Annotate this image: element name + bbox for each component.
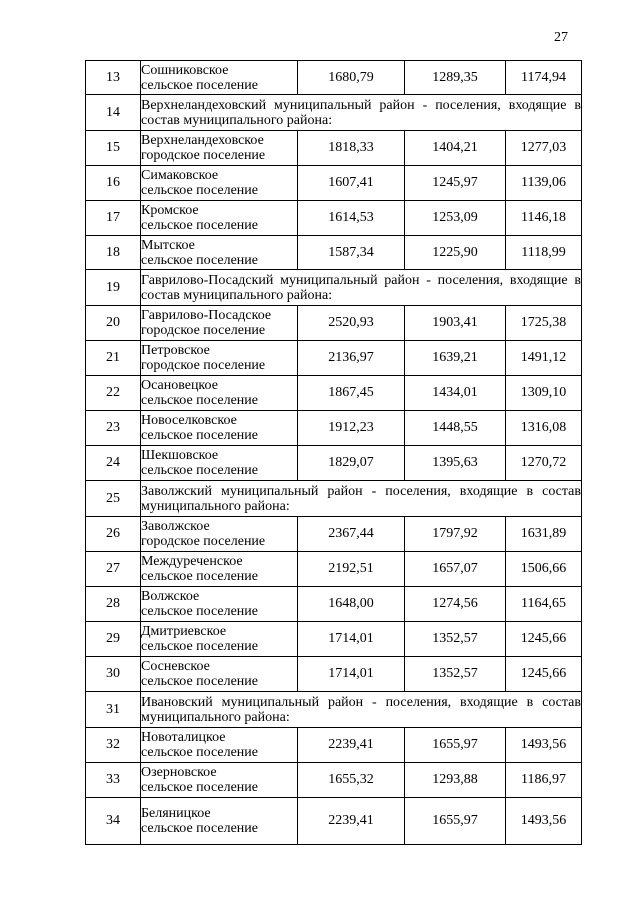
value-cell-1: 1648,00 <box>298 587 405 622</box>
value-cell-2: 1797,92 <box>405 517 506 552</box>
settlement-type: сельское поселение <box>141 428 258 443</box>
value-cell-3: 1270,72 <box>506 446 582 481</box>
table-row <box>86 376 582 411</box>
table-body <box>86 61 582 845</box>
value-cell-3: 1493,56 <box>506 728 582 763</box>
settlement-name-cell <box>141 306 298 341</box>
value-cell-2: 1903,41 <box>405 306 506 341</box>
settlement-name-cell <box>141 201 298 236</box>
group-heading-text: Гаврилово-Посадский муниципальный район - поселения, входящие в состав муниципального района: <box>141 272 581 303</box>
table-row <box>86 552 582 587</box>
value-cell-3: 1506,66 <box>506 552 582 587</box>
table-row <box>86 236 582 270</box>
settlement-name-cell <box>141 166 298 201</box>
settlement-name-cell <box>141 411 298 446</box>
settlement-type: городское поселение <box>141 534 266 549</box>
value-cell-1: 1714,01 <box>298 657 405 692</box>
value-cell-1: 2239,41 <box>298 728 405 763</box>
settlement-name: Беляницкое <box>141 806 211 821</box>
group-heading-cell <box>141 95 582 131</box>
value-cell-3: 1245,66 <box>506 622 582 657</box>
settlement-type: сельское поселение <box>141 77 258 93</box>
value-cell-1: 1680,79 <box>298 61 405 95</box>
value-cell-2: 1289,35 <box>405 61 506 95</box>
value-cell-3: 1316,08 <box>506 411 582 446</box>
row-number-cell: 15 <box>86 131 141 166</box>
value-cell-2: 1434,01 <box>405 376 506 411</box>
settlement-type: городское поселение <box>141 358 266 373</box>
value-cell-2: 1245,97 <box>405 166 506 201</box>
value-cell-1: 1614,53 <box>298 201 405 236</box>
value-cell-3: 1631,89 <box>506 517 582 552</box>
value-cell-2: 1293,88 <box>405 763 506 798</box>
settlement-type: сельское поселение <box>141 569 258 584</box>
row-number-cell: 20 <box>86 306 141 341</box>
value-cell-1: 2239,41 <box>298 798 405 845</box>
value-cell-3: 1309,10 <box>506 376 582 411</box>
value-cell-1: 2136,97 <box>298 341 405 376</box>
row-number-cell: 34 <box>86 798 141 845</box>
table-row <box>86 446 582 481</box>
settlement-name: Заволжское <box>141 519 210 534</box>
settlement-name: Дмитриевское <box>141 624 227 639</box>
value-cell-2: 1657,07 <box>405 552 506 587</box>
table-row <box>86 798 582 845</box>
settlement-name: Мытское <box>141 237 195 253</box>
settlement-name-cell <box>141 341 298 376</box>
value-cell-3: 1725,38 <box>506 306 582 341</box>
settlement-name-cell <box>141 61 298 95</box>
settlement-name: Кромское <box>141 203 199 218</box>
row-number-cell: 17 <box>86 201 141 236</box>
table-row <box>86 587 582 622</box>
table-row <box>86 166 582 201</box>
value-cell-1: 2192,51 <box>298 552 405 587</box>
settlement-type: сельское поселение <box>141 821 258 836</box>
row-number-cell: 31 <box>86 692 141 728</box>
page-number: 27 <box>554 30 568 45</box>
table-row <box>86 728 582 763</box>
value-cell-2: 1395,63 <box>405 446 506 481</box>
value-cell-2: 1448,55 <box>405 411 506 446</box>
value-cell-3: 1164,65 <box>506 587 582 622</box>
row-number-cell: 24 <box>86 446 141 481</box>
settlement-name-cell <box>141 728 298 763</box>
settlement-name: Новоталицкое <box>141 730 226 745</box>
settlement-name: Петровское <box>141 343 210 358</box>
table-row <box>86 61 582 95</box>
table-group-row <box>86 270 582 306</box>
settlement-name-cell <box>141 376 298 411</box>
row-number-cell: 21 <box>86 341 141 376</box>
table-row <box>86 622 582 657</box>
group-heading-cell <box>141 692 582 728</box>
settlement-name: Озерновское <box>141 765 217 780</box>
table-group-row <box>86 481 582 517</box>
value-cell-3: 1146,18 <box>506 201 582 236</box>
value-cell-1: 1607,41 <box>298 166 405 201</box>
settlement-name-cell <box>141 657 298 692</box>
value-cell-3: 1118,99 <box>506 236 582 270</box>
settlement-type: сельское поселение <box>141 183 258 198</box>
settlement-name: Сошниковское <box>141 62 229 78</box>
row-number-cell: 13 <box>86 61 141 95</box>
value-cell-1: 2520,93 <box>298 306 405 341</box>
value-cell-1: 2367,44 <box>298 517 405 552</box>
settlement-name: Междуреченское <box>141 554 243 569</box>
settlement-name: Сосневское <box>141 659 210 674</box>
table-group-row <box>86 692 582 728</box>
value-cell-3: 1186,97 <box>506 763 582 798</box>
value-cell-1: 1818,33 <box>298 131 405 166</box>
value-cell-2: 1352,57 <box>405 657 506 692</box>
value-cell-2: 1352,57 <box>405 622 506 657</box>
value-cell-2: 1639,21 <box>405 341 506 376</box>
group-heading-cell <box>141 270 582 306</box>
settlement-name-cell <box>141 236 298 270</box>
table-row <box>86 201 582 236</box>
value-cell-3: 1174,94 <box>506 61 582 95</box>
value-cell-1: 1829,07 <box>298 446 405 481</box>
table-row <box>86 131 582 166</box>
row-number-cell: 30 <box>86 657 141 692</box>
table-row <box>86 341 582 376</box>
value-cell-1: 1714,01 <box>298 622 405 657</box>
value-cell-1: 1867,45 <box>298 376 405 411</box>
value-cell-2: 1225,90 <box>405 236 506 270</box>
settlement-name: Шекшовское <box>141 448 219 463</box>
settlement-type: сельское поселение <box>141 674 258 689</box>
settlement-type: сельское поселение <box>141 393 258 408</box>
row-number-cell: 33 <box>86 763 141 798</box>
value-cell-2: 1253,09 <box>405 201 506 236</box>
table-row <box>86 657 582 692</box>
row-number-cell: 16 <box>86 166 141 201</box>
settlement-type: сельское поселение <box>141 745 258 760</box>
row-number-cell: 26 <box>86 517 141 552</box>
settlement-name: Волжское <box>141 589 200 604</box>
value-cell-2: 1655,97 <box>405 798 506 845</box>
settlement-type: сельское поселение <box>141 218 258 233</box>
value-cell-3: 1493,56 <box>506 798 582 845</box>
settlement-name-cell <box>141 131 298 166</box>
settlement-name: Гаврилово-Посадское <box>141 308 272 323</box>
settlement-name: Осановецкое <box>141 378 218 393</box>
settlement-name-cell <box>141 798 298 845</box>
row-number-cell: 25 <box>86 481 141 517</box>
table-row <box>86 306 582 341</box>
value-cell-2: 1274,56 <box>405 587 506 622</box>
group-heading-text: Верхнеландеховский муниципальный район - поселения, входящие в состав муниципального района: <box>141 97 581 128</box>
settlement-type: сельское поселение <box>141 604 258 619</box>
value-cell-3: 1139,06 <box>506 166 582 201</box>
value-cell-1: 1587,34 <box>298 236 405 270</box>
row-number-cell: 29 <box>86 622 141 657</box>
value-cell-2: 1655,97 <box>405 728 506 763</box>
settlement-name-cell <box>141 517 298 552</box>
table-row <box>86 763 582 798</box>
row-number-cell: 27 <box>86 552 141 587</box>
row-number-cell: 18 <box>86 236 141 270</box>
table-row <box>86 411 582 446</box>
row-number-cell: 32 <box>86 728 141 763</box>
value-cell-1: 1655,32 <box>298 763 405 798</box>
table-group-row <box>86 95 582 131</box>
row-number-cell: 22 <box>86 376 141 411</box>
value-cell-3: 1277,03 <box>506 131 582 166</box>
group-heading-text: Ивановский муниципальный район - поселения, входящие в состав муниципального района: <box>141 694 581 725</box>
group-heading-text: Заволжский муниципальный район - поселения, входящие в состав муниципального района: <box>141 483 581 514</box>
value-cell-3: 1245,66 <box>506 657 582 692</box>
settlement-name-cell <box>141 446 298 481</box>
settlement-type: сельское поселение <box>141 639 258 654</box>
row-number-cell: 14 <box>86 95 141 131</box>
settlement-type: городское поселение <box>141 323 266 338</box>
settlement-name-cell <box>141 622 298 657</box>
settlement-type: городское поселение <box>141 148 266 163</box>
row-number-cell: 28 <box>86 587 141 622</box>
value-cell-1: 1912,23 <box>298 411 405 446</box>
group-heading-cell <box>141 481 582 517</box>
value-cell-3: 1491,12 <box>506 341 582 376</box>
settlement-name-cell <box>141 552 298 587</box>
settlement-type: сельское поселение <box>141 463 258 478</box>
settlement-name: Верхнеландеховское <box>141 133 264 148</box>
settlement-name-cell <box>141 587 298 622</box>
settlement-type: сельское поселение <box>141 780 258 795</box>
table-row <box>86 517 582 552</box>
settlement-type: сельское поселение <box>141 252 258 268</box>
settlement-name-cell <box>141 763 298 798</box>
settlement-name: Новоселковское <box>141 413 237 428</box>
value-cell-2: 1404,21 <box>405 131 506 166</box>
settlement-name: Симаковское <box>141 168 219 183</box>
row-number-cell: 19 <box>86 270 141 306</box>
tariff-table <box>85 60 582 845</box>
row-number-cell: 23 <box>86 411 141 446</box>
